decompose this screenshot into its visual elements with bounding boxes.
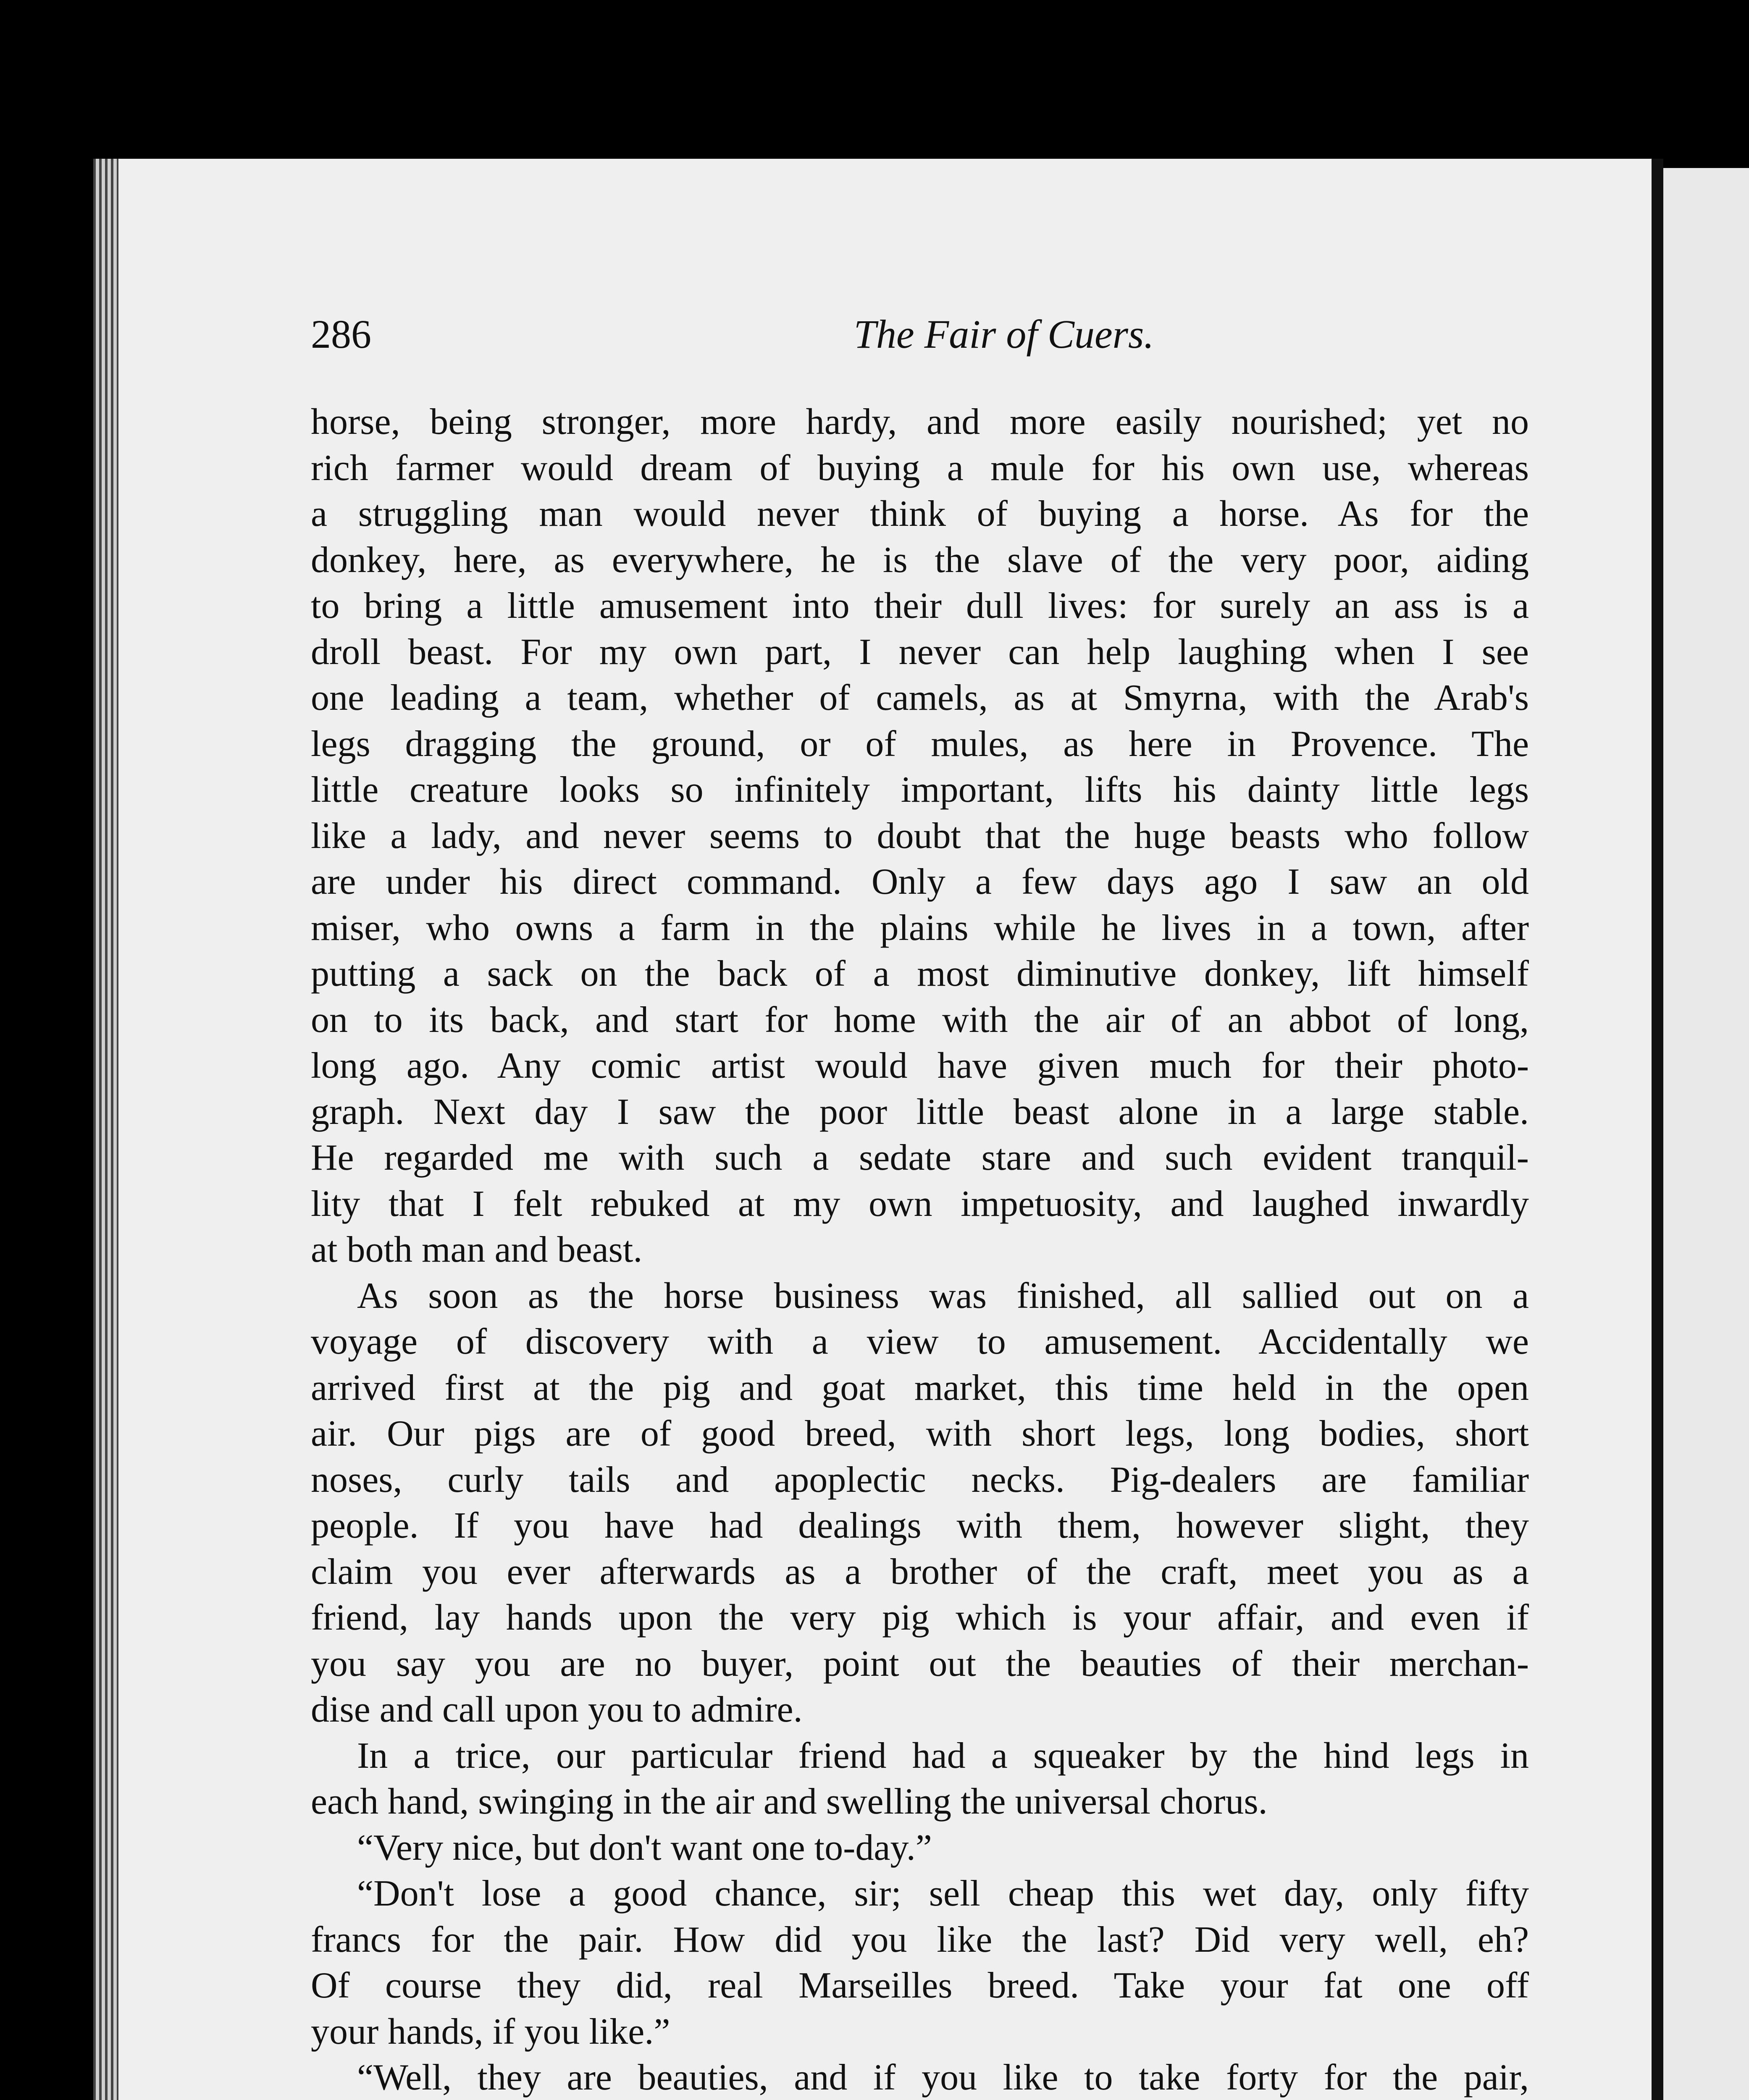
next-page-edge [1663,168,1749,2100]
text-line: claim you ever afterwards as a brother of the craft, meet you as a [311,1551,1529,1592]
page-number: 286 [311,312,371,357]
text-line: miser, who owns a farm in the plains while he lives in a town, after [311,907,1529,948]
text-line: you say you are no buyer, point out the beauties of their merchan- [311,1643,1529,1684]
text-line: donkey, here, as everywhere, he is the slave of the very poor, aiding [311,539,1529,580]
text-line: Of course they did, real Marseilles breed. Take your fat one off [311,1965,1529,2006]
text-line: long ago. Any comic artist would have given much for their photo- [311,1045,1529,1086]
text-line: dise and call upon you to admire. [311,1689,803,1730]
text-line: at both man and beast. [311,1229,643,1270]
text-line: In a trice, our particular friend had a squeaker by the hind legs in [357,1735,1529,1776]
page-edge-shadow [1652,159,1663,2100]
text-line: “Well, they are beauties, and if you like to take forty for the pair, [357,2057,1529,2098]
text-line: people. If you have had dealings with them, however slight, they [311,1505,1529,1546]
text-line: on to its back, and start for home with the air of an abbot of long, [311,999,1529,1040]
page-header [311,311,1529,370]
text-line: arrived first at the pig and goat market, this time held in the open [311,1367,1529,1408]
text-line: He regarded me with such a sedate stare and such evident tranquil- [311,1137,1529,1178]
text-line: voyage of discovery with a view to amusement. Accidentally we [311,1321,1529,1362]
text-line: horse, being stronger, more hardy, and more easily nourished; yet no [311,402,1529,442]
text-line: putting a sack on the back of a most diminutive donkey, lift himself [311,953,1529,994]
text-line: little creature looks so infinitely important, lifts his dainty little legs [311,769,1529,810]
text-line: rich farmer would dream of buying a mule for his own use, whereas [311,447,1529,488]
text-line: “Very nice, but don't want one to-day.” [357,1827,932,1868]
running-title: The Fair of Cuers. [853,312,1154,357]
text-line: each hand, swinging in the air and swelling the universal chorus. [311,1781,1268,1822]
text-line: air. Our pigs are of good breed, with short legs, long bodies, short [311,1413,1529,1454]
text-line: lity that I felt rebuked at my own impetuosity, and laughed inwardly [311,1183,1529,1224]
text-line: francs for the pair. How did you like the last? Did very well, eh? [311,1919,1529,1960]
text-line: a struggling man would never think of buying a horse. As for the [311,494,1529,534]
text-line: one leading a team, whether of camels, as at Smyrna, with the Arab's [311,677,1529,718]
text-line: droll beast. For my own part, I never can help laughing when I see [311,631,1529,672]
text-line: are under his direct command. Only a few days ago I saw an old [311,861,1529,902]
text-line: legs dragging the ground, or of mules, as here in Provence. The [311,723,1529,764]
text-line: to bring a little amusement into their dull lives: for surely an ass is a [311,585,1529,626]
text-line: “Don't lose a good chance, sir; sell cheap this wet day, only fifty [357,1873,1529,1914]
text-line: like a lady, and never seems to doubt that the huge beasts who follow [311,815,1529,856]
page-gutter [93,159,118,2100]
text-line: noses, curly tails and apoplectic necks. Pig-dealers are familiar [311,1459,1529,1500]
text-line: As soon as the horse business was finished, all sallied out on a [357,1275,1529,1316]
text-line: your hands, if you like.” [311,2011,670,2052]
text-line: friend, lay hands upon the very pig which is your affair, and even if [311,1597,1529,1638]
text-line: graph. Next day I saw the poor little beast alone in a large stable. [311,1091,1529,1132]
body-text [311,399,1529,2100]
